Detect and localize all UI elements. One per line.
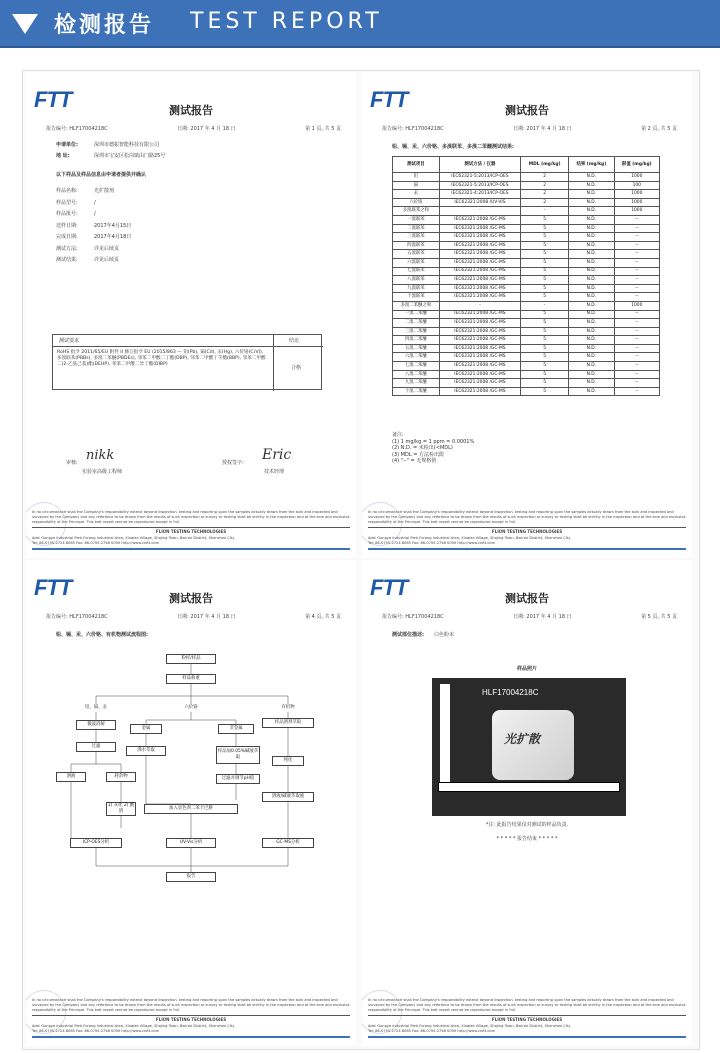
ruler-horizontal: [438, 782, 620, 792]
table-row: [393, 327, 660, 336]
report-date: 日期: 2017 年 4 月 18 日: [177, 126, 236, 132]
report-meta: [46, 126, 341, 133]
field-value: 2017年4月15日: [94, 222, 132, 229]
page-footer: In no circumstance shall the Company's responsibility extend beyond inspection, testing and reporting upon the samples actually drawn from the bulk and inspected and surveyed by the Company and any reference to be drawn from the results of such inspection or survey or testing shall be strictly in the inspection and at the sole and exclusive responsibility of the Principal. This test report cannot be reproduced except in full. FLION TESTING TECHNOLOGIES Add: Gongye Industrial Park,Furong Industrial Area, Xinqiao Village, Shajing Town, Bao'an District, Shenzhen City Tel: 86-0755-2724 8065 Fax: 86-0755-2746 0090 http://www.cnftt.com: [368, 510, 686, 550]
table-row: [393, 293, 660, 302]
sample-bag: [492, 710, 574, 780]
table-row: [393, 190, 660, 199]
approver-signature: nikk: [86, 448, 115, 463]
req-text: RoHS 指令 2011/65/EU 附件 II 修订指令 EU (2015/863 — 铅(Pb), 镉(Cd), 汞(Hg), 六价铬(CrVI), 多溴联苯(PBBs), 多溴二苯醚(PBDEs), 邻苯二甲酸二丁酯(DBP), 邻苯二甲酸丁苄酯(BBP), 邻苯二甲酸二(2-乙基己基)酯(DEHP), 邻苯二甲酸二异丁酯(DIBP): [57, 350, 266, 367]
page-title: 测试报告: [169, 104, 213, 117]
table-cell: 六溴二苯醚: [393, 353, 440, 362]
table-cell: 二溴联苯: [393, 224, 440, 233]
table-cell: 5: [521, 241, 569, 250]
conclusion: 合格: [291, 365, 302, 371]
table-row: [393, 336, 660, 345]
page-title: 测试报告: [169, 592, 213, 605]
flow-node: 加入显色剂二苯卡巴肼: [144, 804, 238, 814]
table-row: [393, 379, 660, 388]
field-value: 详见后续页: [94, 257, 120, 263]
table-row: [393, 319, 660, 328]
table-cell: IEC62321:2008 /GC-MS: [439, 293, 520, 302]
page-title: 测试报告: [505, 104, 549, 117]
flow-node: 样品称重: [166, 674, 216, 684]
ruler-vertical: [440, 684, 450, 784]
table-cell: 5: [521, 224, 569, 233]
table-row: [393, 362, 660, 371]
table-cell: 5: [521, 362, 569, 371]
table-cell: N.D.: [569, 344, 614, 353]
table-cell: IEC62321:2008 /GC-MS: [439, 370, 520, 379]
signer-signature: Eric: [262, 447, 292, 463]
flow-node: GC-MS分析: [262, 838, 314, 848]
table-cell: N.D.: [569, 370, 614, 379]
table-title: 铅、镉、汞、六价铬、多溴联苯、多溴二苯醚测试结果:: [392, 144, 515, 150]
page-no: 第 1 页, 共 5 页: [305, 126, 341, 132]
table-cell: N.D.: [569, 267, 614, 276]
conclusion-header: 结论: [289, 338, 300, 344]
page-no: 第 2 页, 共 5 页: [641, 126, 677, 132]
flow-node: 沸水萃取: [126, 746, 166, 756]
table-cell: 八溴联苯: [393, 276, 440, 285]
flow-node: 粉样/样品: [166, 654, 216, 664]
flow-node: 报告: [166, 872, 216, 882]
table-row: [393, 301, 660, 310]
page-footer: In no circumstance shall the Company's responsibility extend beyond inspection, testing and reporting upon the samples actually drawn from the bulk and inspected and surveyed by the Company and any reference to be drawn from the results of such inspection or survey or testing shall be strictly in the inspection and at the sole and exclusive responsibility of the Principal. This test report cannot be reproduced except in full. FLION TESTING TECHNOLOGIES Add: Gongye Industrial Park,Furong Industrial Area, Xinqiao Village, Shajing Town, Bao'an District, Shenzhen City Tel: 86-0755-2724 8065 Fax: 86-0755-2746 0090 http://www.cnftt.com: [368, 998, 686, 1038]
table-cell: IEC62321:2008 /GC-MS: [439, 344, 520, 353]
table-row: [393, 258, 660, 267]
table-cell: --: [614, 327, 659, 336]
table-row: [393, 310, 660, 319]
report-no: 报告编号: HLF17004218C: [382, 126, 444, 132]
table-cell: IEC62321-5:2013/ICP-OES: [439, 181, 520, 190]
field-label: 样品批号:: [56, 211, 78, 217]
table-cell: 九溴联苯: [393, 284, 440, 293]
flow-node: 过滤并调节pH值: [216, 774, 260, 784]
address: 深圳市宝安区松岗镇由门路25号: [94, 153, 166, 159]
page-footer: In no circumstance shall the Company's responsibility extend beyond inspection, testing and reporting upon the samples actually drawn from the bulk and inspected and surveyed by the Company and any reference to be drawn from the results of such inspection or survey or testing shall be strictly in the inspection and at the sole and exclusive responsibility of the Principal. This test report cannot be reproduced except in full. FLION TESTING TECHNOLOGIES Add: Gongye Industrial Park,Furong Industrial Area, Xinqiao Village, Shajing Town, Bao'an District, Shenzhen City Tel: 86-0755-2724 8065 Fax: 86-0755-2746 0090 http://www.cnftt.com: [32, 998, 350, 1038]
table-cell: 一溴联苯: [393, 215, 440, 224]
report-end: * * * * * 报告结束 * * * * *: [496, 836, 558, 842]
table-row: [393, 173, 660, 182]
page-footer: In no circumstance shall the Company's responsibility extend beyond inspection, testing and reporting upon the samples actually drawn from the bulk and inspected and surveyed by the Company and any reference to be drawn from the results of such inspection or survey or testing shall be strictly in the inspection and at the sole and exclusive responsibility of the Principal. This test report cannot be reproduced except in full. FLION TESTING TECHNOLOGIES Add: Gongye Industrial Park,Furong Industrial Area, Xinqiao Village, Shajing Town, Bao'an District, Shenzhen City Tel: 86-0755-2724 8065 Fax: 86-0755-2746 0090 http://www.cnftt.com: [32, 510, 350, 550]
approver-label: 审核:: [66, 460, 78, 466]
table-cell: 5: [521, 233, 569, 242]
table-cell: IEC62321:2008 /GC-MS: [439, 310, 520, 319]
report-page-4: [362, 560, 692, 1046]
table-cell: N.D.: [569, 181, 614, 190]
table-cell: IEC62321:2008 /GC-MS: [439, 319, 520, 328]
table-row: [393, 250, 660, 259]
page-no: 第 5 页, 共 5 页: [641, 614, 677, 620]
table-header: 测试项目: [393, 157, 440, 173]
flow-node: 六价铬: [172, 704, 210, 712]
table-row: [393, 284, 660, 293]
table-cell: IEC62321:2008 /GC-MS: [439, 379, 520, 388]
note-line: 备注:: [392, 432, 404, 438]
table-cell: 1000: [614, 190, 659, 199]
table-cell: --: [614, 379, 659, 388]
table-cell: 镉: [393, 181, 440, 190]
flow-node: UV-Vis分析: [166, 838, 216, 848]
table-cell: N.D.: [569, 310, 614, 319]
table-row: [393, 181, 660, 190]
table-cell: 八溴二苯醚: [393, 370, 440, 379]
field-value: /: [94, 211, 96, 217]
table-cell: 一溴二苯醚: [393, 310, 440, 319]
table-cell: --: [614, 241, 659, 250]
photo-title: 样品照片: [516, 666, 537, 672]
table-row: [393, 207, 660, 216]
table-cell: -: [521, 207, 569, 216]
report-no: 报告编号: HLF17004218C: [46, 614, 108, 620]
table-cell: 汞: [393, 190, 440, 199]
banner-title-cn: 检测报告: [54, 13, 155, 38]
table-cell: N.D.: [569, 293, 614, 302]
table-cell: N.D.: [569, 353, 614, 362]
table-cell: 100: [614, 181, 659, 190]
field-label: 样品型号:: [56, 199, 78, 206]
table-cell: IEC62321:2008 /GC-MS: [439, 387, 520, 396]
table-row: [393, 267, 660, 276]
field-value: 详见后续页: [94, 245, 120, 252]
table-cell: IEC62321:2008 /GC-MS: [439, 353, 520, 362]
table-cell: --: [614, 224, 659, 233]
table-cell: 5: [521, 267, 569, 276]
flow-node: 样品溶剂萃取: [262, 718, 314, 728]
table-cell: N.D.: [569, 336, 614, 345]
table-cell: 5: [521, 258, 569, 267]
table-cell: N.D.: [569, 233, 614, 242]
table-cell: 5: [521, 336, 569, 345]
table-cell: 十溴二苯醚: [393, 387, 440, 396]
table-cell: IEC62321:2008 /GC-MS: [439, 336, 520, 345]
table-cell: --: [614, 250, 659, 259]
page-title: 测试报告: [505, 592, 549, 605]
table-cell: --: [614, 258, 659, 267]
flow-node: 微波消解: [76, 720, 116, 730]
table-cell: 1000: [614, 173, 659, 182]
table-header: 限值 (mg/kg): [614, 157, 659, 173]
table-cell: -: [439, 301, 520, 310]
table-cell: 七溴联苯: [393, 267, 440, 276]
table-cell: --: [614, 284, 659, 293]
table-cell: N.D.: [569, 215, 614, 224]
approver-title: 实验室高级工程师: [82, 469, 123, 475]
table-cell: N.D.: [569, 258, 614, 267]
ftt-logo: FTT: [34, 87, 72, 112]
table-cell: N.D.: [569, 250, 614, 259]
table-cell: N.D.: [569, 207, 614, 216]
table-row: [393, 276, 660, 285]
table-cell: 多溴二苯醚之和: [393, 301, 440, 310]
table-cell: 四溴联苯: [393, 241, 440, 250]
table-cell: IEC62321:2008 /GC-MS: [439, 267, 520, 276]
table-cell: N.D.: [569, 284, 614, 293]
table-cell: 5: [521, 387, 569, 396]
table-row: [393, 241, 660, 250]
photo-label: HLF17004218C: [482, 688, 539, 697]
table-cell: 七溴二苯醚: [393, 362, 440, 371]
table-cell: 5: [521, 379, 569, 388]
table-cell: N.D.: [569, 173, 614, 182]
table-cell: IEC62321:2008 /GC-MS: [439, 327, 520, 336]
note-line: (4) "--" = 无规格值: [392, 458, 437, 464]
table-cell: 5: [521, 327, 569, 336]
table-cell: IEC62321-5:2013/ICP-OES: [439, 173, 520, 182]
table-cell: 五溴二苯醚: [393, 344, 440, 353]
desc-label: 测试部位描述:: [392, 632, 425, 638]
signer-label: 授权签字:: [222, 460, 244, 466]
table-notes: [392, 432, 474, 465]
table-cell: 5: [521, 276, 569, 285]
sample-note: 以下样品及样品信息由申请者提供并确认: [56, 172, 147, 178]
table-cell: --: [614, 233, 659, 242]
table-cell: 铅: [393, 173, 440, 182]
table-cell: N.D.: [569, 190, 614, 199]
table-cell: 2: [521, 190, 569, 199]
table-cell: --: [614, 276, 659, 285]
table-cell: --: [614, 267, 659, 276]
table-cell: IEC62321:2008 /GC-MS: [439, 362, 520, 371]
table-cell: IEC62321:2008 /GC-MS: [439, 250, 520, 259]
table-cell: N.D.: [569, 241, 614, 250]
table-row: [393, 198, 660, 207]
flow-node: 样品加0.05%碱液萃取: [216, 746, 260, 764]
report-page-2: [362, 72, 692, 558]
report-no: 报告编号: HLF17004218C: [46, 126, 108, 132]
report-date: 日期: 2017 年 4 月 18 日: [513, 126, 572, 132]
table-cell: 5: [521, 293, 569, 302]
field-value: 2017年4月18日: [94, 234, 132, 240]
table-cell: --: [614, 293, 659, 302]
table-cell: N.D.: [569, 362, 614, 371]
table-cell: IEC62321:2008 /GC-MS: [439, 233, 520, 242]
table-cell: N.D.: [569, 198, 614, 207]
requirement-box: [52, 334, 322, 390]
table-cell: --: [614, 353, 659, 362]
table-row: [393, 353, 660, 362]
table-header: MDL (mg/kg): [521, 157, 569, 173]
flow-node: 溶液: [56, 772, 86, 782]
flow-node: 有机物: [266, 704, 310, 712]
table-cell: 5: [521, 284, 569, 293]
field-label: 测试结果:: [56, 257, 78, 263]
table-cell: --: [614, 336, 659, 345]
field-label: 送样日期:: [56, 222, 78, 229]
table-cell: IEC62321:2008 /GC-MS: [439, 258, 520, 267]
report-date: 日期: 2017 年 4 月 18 日: [177, 614, 236, 620]
table-cell: N.D.: [569, 224, 614, 233]
table-cell: 1000: [614, 198, 659, 207]
flow-node: 耗余物: [106, 772, 136, 782]
sample-photo: [432, 678, 626, 816]
table-cell: IEC62321:2008 /GC-MS: [439, 224, 520, 233]
field-value: /: [94, 199, 96, 206]
photo-caption: *注: 此报告结果仅对测试的样品负责.: [485, 822, 569, 828]
req-header: 测试要求: [59, 338, 80, 344]
table-cell: 5: [521, 250, 569, 259]
flow-node: ICP-OES分析: [70, 838, 122, 848]
table-cell: IEC62321-4:2013/ICP-OES: [439, 190, 520, 199]
flow-node: 纯化: [272, 756, 304, 766]
note-line: (1) 1 mg/kg = 1 ppm = 0.0001%: [392, 438, 475, 445]
flow-node: 溶液/碱液萃取液: [262, 792, 314, 802]
field-label: 完成日期:: [56, 234, 78, 240]
header-banner: [0, 0, 720, 48]
ftt-logo: FTT: [370, 87, 408, 112]
report-date: 日期: 2017 年 4 月 18 日: [513, 614, 572, 620]
table-cell: 5: [521, 319, 569, 328]
table-cell: N.D.: [569, 379, 614, 388]
desc: 白色粉末: [434, 632, 455, 638]
report-page-3: [26, 560, 356, 1046]
report-no: 报告编号: HLF17004218C: [382, 614, 444, 620]
table-cell: N.D.: [569, 276, 614, 285]
field-label: 测试方法:: [56, 245, 78, 252]
field-value: 光扩散剂: [94, 188, 115, 194]
ftt-logo: FTT: [34, 575, 72, 600]
table-cell: --: [614, 344, 659, 353]
table-cell: IEC62321:2008 /GC-MS: [439, 284, 520, 293]
report-meta: [382, 126, 677, 133]
banner-title-en: TEST REPORT: [190, 9, 383, 34]
note-line: (2) N.D. = 未检出(<MDL): [392, 445, 453, 451]
table-cell: 2: [521, 198, 569, 207]
table-row: [393, 224, 660, 233]
table-cell: N.D.: [569, 301, 614, 310]
table-cell: 5: [521, 310, 569, 319]
table-row: [393, 370, 660, 379]
table-cell: -: [439, 207, 520, 216]
table-cell: 2: [521, 173, 569, 182]
field-label: 样品名称:: [56, 188, 78, 194]
table-cell: --: [614, 310, 659, 319]
address-label: 地 址:: [56, 153, 70, 159]
table-cell: IEC62321:2008 /GC-MS: [439, 276, 520, 285]
table-row: [393, 215, 660, 224]
table-cell: IEC62321:2008 /GC-MS: [439, 241, 520, 250]
table-cell: 5: [521, 353, 569, 362]
table-cell: 六价铬: [393, 198, 440, 207]
table-row: [393, 233, 660, 242]
bag-text: 光扩散: [504, 732, 541, 746]
table-header: 测试方法 / 仪器: [439, 157, 520, 173]
table-cell: 六溴联苯: [393, 258, 440, 267]
banner-triangle-icon: [12, 14, 38, 34]
table-cell: 1000: [614, 207, 659, 216]
table-cell: IEC62321:2008 /UV-VIS: [439, 198, 520, 207]
table-cell: 三溴联苯: [393, 233, 440, 242]
flow-lines: [26, 560, 356, 960]
table-cell: --: [614, 387, 659, 396]
table-cell: --: [614, 370, 659, 379]
table-cell: 三溴二苯醚: [393, 327, 440, 336]
flow-node: 过滤: [76, 742, 116, 752]
table-cell: N.D.: [569, 387, 614, 396]
table-header: 结果 (mg/kg): [569, 157, 614, 173]
table-cell: 五溴联苯: [393, 250, 440, 259]
applicant-label: 申请单位:: [56, 142, 78, 148]
ftt-logo: FTT: [370, 575, 408, 600]
flow-node: 金属: [130, 724, 162, 734]
results-table: [392, 156, 660, 396]
table-cell: --: [614, 319, 659, 328]
report-page-1: [26, 72, 356, 558]
table-cell: --: [614, 362, 659, 371]
table-cell: IEC62321:2008 /GC-MS: [439, 215, 520, 224]
report-meta: [382, 614, 677, 621]
table-cell: --: [614, 215, 659, 224]
table-cell: -: [521, 301, 569, 310]
page-no: 第 4 页, 共 5 页: [305, 614, 341, 620]
note-line: (3) MDL = 方法检出限: [392, 451, 444, 458]
table-row: [393, 387, 660, 396]
flow-node: 非金属: [218, 724, 254, 734]
flow-node: 铅、镉、汞: [78, 704, 114, 712]
table-cell: 2: [521, 181, 569, 190]
table-cell: 九溴二苯醚: [393, 379, 440, 388]
signer-title: 技术经理: [264, 469, 285, 475]
table-cell: 1000: [614, 301, 659, 310]
table-cell: 二溴二苯醚: [393, 319, 440, 328]
table-cell: 5: [521, 344, 569, 353]
flow-node: 1) 灰化 2) 酸溶: [107, 803, 135, 814]
table-cell: 5: [521, 215, 569, 224]
flow-title: 铅、镉、汞、六价铬、有机物测试流程图:: [56, 632, 149, 638]
table-cell: N.D.: [569, 327, 614, 336]
table-cell: N.D.: [569, 319, 614, 328]
table-cell: 5: [521, 370, 569, 379]
table-cell: 四溴二苯醚: [393, 336, 440, 345]
table-cell: 十溴联苯: [393, 293, 440, 302]
table-cell: 多溴联苯之和: [393, 207, 440, 216]
applicant: 深圳市德振智能科技有限公司: [94, 142, 160, 148]
table-row: [393, 344, 660, 353]
